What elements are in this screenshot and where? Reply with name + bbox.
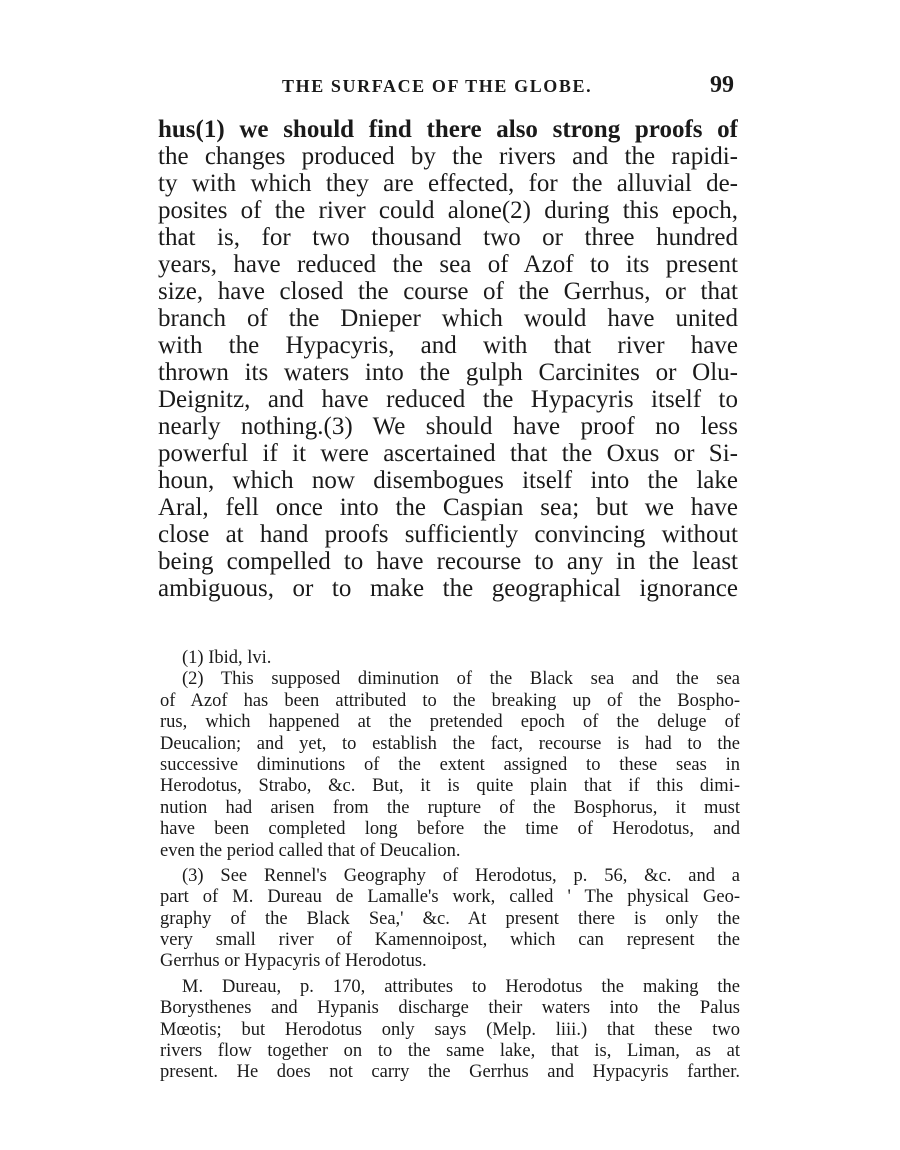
body-line: hus(1) we should find there also strong proofs of xyxy=(158,116,738,143)
footnote-line: (2) This supposed diminution of the Black sea and the sea xyxy=(182,669,740,690)
footnote-line: nution had arisen from the rupture of the Bosphorus, it must xyxy=(160,797,740,818)
body-line: nearly nothing.(3) We should have proof no less xyxy=(158,413,738,440)
footnote-3-continuation xyxy=(160,977,740,1084)
footnote-line: M. Dureau, p. 170, attributes to Herodotus the making the xyxy=(182,976,740,997)
footnote-line: Borysthenes and Hypanis discharge their waters into the Palus xyxy=(160,998,740,1019)
body-line: ambiguous, or to make the geographical ignorance xyxy=(158,575,738,602)
body-line: houn, which now disembogues itself into the lake xyxy=(158,467,738,494)
body-line: Deignitz, and have reduced the Hypacyris itself to xyxy=(158,386,738,413)
footnote-3 xyxy=(160,866,740,973)
running-title: THE SURFACE OF THE GLOBE. xyxy=(282,76,593,96)
body-line: branch of the Dnieper which would have united xyxy=(158,305,738,332)
body-line: being compelled to have recourse to any in the least xyxy=(158,548,738,575)
body-line: powerful if it were ascertained that the Oxus or Si- xyxy=(158,440,738,467)
running-header xyxy=(158,74,738,104)
footnote-line: rivers flow together on to the same lake, that is, Liman, as at xyxy=(160,1041,740,1062)
footnote-line: part of M. Dureau de Lamalle's work, called ' The physical Geo- xyxy=(160,887,740,908)
footnote-line: Herodotus, Strabo, &c. But, it is quite plain that if this dimi- xyxy=(160,776,740,797)
footnote-line: even the period called that of Deucalion. xyxy=(160,840,461,861)
body-line: size, have closed the course of the Gerrhus, or that xyxy=(158,278,738,305)
body-line: close at hand proofs sufficiently convincing without xyxy=(158,521,738,548)
footnote-line: have been completed long before the time of Herodotus, and xyxy=(160,819,740,840)
footnote-line: successive diminutions of the extent assigned to these seas in xyxy=(160,754,740,775)
footnotes xyxy=(160,648,740,1084)
footnote-line: (3) See Rennel's Geography of Herodotus, p. 56, &c. and a xyxy=(182,865,740,886)
body-line: the changes produced by the rivers and the rapidi- xyxy=(158,143,738,170)
body-line: posites of the river could alone(2) during this epoch, xyxy=(158,197,738,224)
body-line: Aral, fell once into the Caspian sea; but we have xyxy=(158,494,738,521)
footnote-line: present. He does not carry the Gerrhus and Hypacyris farther. xyxy=(160,1062,740,1083)
footnote-2 xyxy=(160,669,740,862)
footnote-1 xyxy=(160,648,740,669)
body-line: that is, for two thousand two or three hundred xyxy=(158,224,738,251)
body-line: with the Hypacyris, and with that river have xyxy=(158,332,738,359)
footnote-line: (1) Ibid, lvi. xyxy=(182,648,272,668)
body-text xyxy=(158,116,738,602)
page-number: 99 xyxy=(710,72,734,98)
footnote-line: of Azof has been attributed to the breaking up of the Bospho- xyxy=(160,690,740,711)
body-line: ty with which they are effected, for the alluvial de- xyxy=(158,170,738,197)
body-line: thrown its waters into the gulph Carcinites or Olu- xyxy=(158,359,738,386)
footnote-line: graphy of the Black Sea,' &c. At present there is only the xyxy=(160,908,740,929)
footnote-line: Mœotis; but Herodotus only says (Melp. liii.) that these two xyxy=(160,1019,740,1040)
footnote-line: Gerrhus or Hypacyris of Herodotus. xyxy=(160,951,427,972)
footnote-line: Deucalion; and yet, to establish the fact, recourse is had to the xyxy=(160,733,740,754)
footnote-line: rus, which happened at the pretended epoch of the deluge of xyxy=(160,712,740,733)
body-line: years, have reduced the sea of Azof to its present xyxy=(158,251,738,278)
footnote-line: very small river of Kamennoipost, which can represent the xyxy=(160,930,740,951)
